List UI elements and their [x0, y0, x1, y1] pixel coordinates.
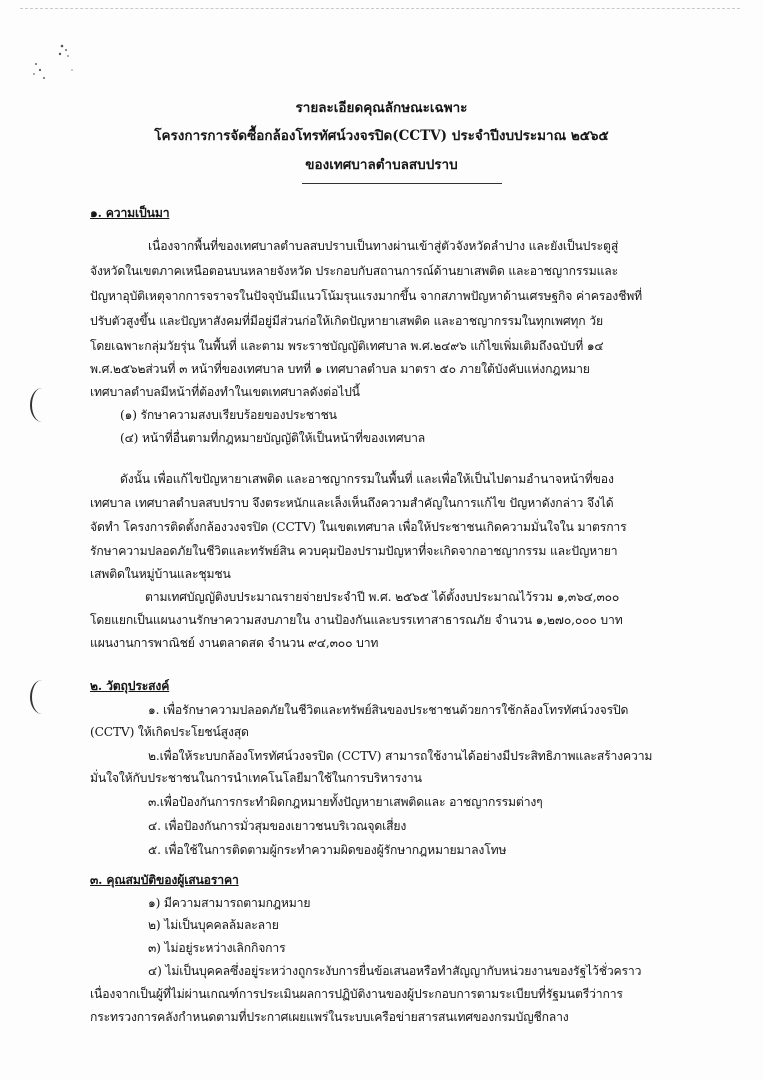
list-item: (๑) รักษาความสงบเรียบร้อยของประชาชน	[120, 408, 337, 422]
paragraph-line: จังหวัดในเขตภาคเหนือตอนบนหลายจังหวัด ประกอบกับสถานการณ์ด้านยาเสพติด และอาชญากรรมและ	[90, 264, 619, 278]
scan-edge-line	[20, 8, 740, 9]
list-item: (๔) หน้าที่อื่นตามที่กฎหมายบัญญัติให้เป็นหน้าที่ของเทศบาล	[120, 431, 426, 445]
objective-line: ๒.เพื่อให้ระบบกล้องโทรทัศน์วงจรปิด (CCTV) สามารถใช้งานได้อย่างมีประสิทธิภาพและสร้างความ	[148, 749, 653, 763]
title-underline	[302, 183, 502, 184]
section-3-heading: ๓. คุณสมบัติของผู้เสนอราคา	[90, 873, 239, 887]
qualification-line: กระทรวงการคลังกำหนดตามที่ประกาศเผยแพร่ในระบบเครือข่ายสารสนเทศของกรมบัญชีกลาง	[90, 1010, 569, 1024]
paragraph-line: ปัญหาอุบัติเหตุจากการจราจรในปัจจุบันมีแนวโน้มรุนแรงมากขึ้น จากสภาพปัญหาด้านเศรษฐกิจ ค่าครองชีพที่	[90, 289, 642, 303]
paragraph-line: เทศบาลตำบลมีหน้าที่ต้องทำในเขตเทศบาลดังต่อไปนี้	[90, 385, 360, 399]
qualification-line: ๓) ไม่อยู่ระหว่างเลิกกิจการ	[148, 941, 286, 955]
section-1-heading: ๑. ความเป็นมา	[90, 206, 170, 220]
doc-title-line3: ของเทศบาลตำบลสบปราบ	[305, 157, 458, 173]
budget-line: โดยแยกเป็นแผนงานรักษาความสงบภายใน งานป้องกันและบรรเทาสาธารณภัย จำนวน ๑,๒๗๐,๐๐๐ บาท	[90, 613, 623, 627]
qualification-line: ๑) มีความสามารถตามกฎหมาย	[148, 896, 311, 910]
objective-line: มั่นใจให้กับประชาชนในการนำเทคโนโลยีมาใช้ในการบริหารงาน	[90, 771, 422, 785]
qualification-line: เนื่องจากเป็นผู้ที่ไม่ผ่านเกณฑ์การประเมินผลการปฏิบัติงานของผู้ประกอบการตามระเบียบที่รัฐมนตรีว่าการ	[90, 987, 623, 1001]
paragraph-line: เสพติดในหมู่บ้านและชุมชน	[90, 567, 231, 581]
paragraph-line: จัดทำ โครงการติดตั้งกล้องวงจรปิด (CCTV) ในเขตเทศบาล เพื่อให้ประชาชนเกิดความมั่นใจใน มาตรการ	[90, 520, 627, 534]
qualification-line: ๔) ไม่เป็นบุคคลซึ่งอยู่ระหว่างถูกระงับการยื่นข้อเสนอหรือทำสัญญากับหน่วยงานของรัฐไว้ชั่วคราว	[148, 964, 642, 978]
paragraph-line: เทศบาล เทศบาลตำบลสบปราบ จึงตระหนักและเล็งเห็นถึงความสำคัญในการแก้ไข ปัญหาดังกล่าว จึงได้	[90, 496, 614, 510]
doc-title-line1: รายละเอียดคุณลักษณะเฉพาะ	[295, 100, 468, 116]
qualification-line: ๒) ไม่เป็นบุคคลล้มละลาย	[148, 918, 279, 932]
objective-line: ๕. เพื่อใช้ในการติดตามผู้กระทำความผิดของผู้รักษากฎหมายมาลงโทษ	[148, 843, 507, 857]
budget-line: ตามเทศบัญญัติงบประมาณรายจ่ายประจำปี พ.ศ. ๒๕๖๕ ได้ตั้งงบประมาณไว้รวม ๑,๓๖๔,๓๐๐	[145, 590, 620, 604]
paragraph-line: รักษาความปลอดภัยในชีวิตและทรัพย์สิน ควบคุมป้องปรามปัญหาที่จะเกิดจากอาชญากรรม และปัญหายา	[90, 544, 618, 558]
paragraph-line: เนื่องจากพื้นที่ของเทศบาลตำบลสบปราบเป็นทางผ่านเข้าสู่ตัวจังหวัดลำปาง และยังเป็นประตูสู่	[148, 239, 619, 253]
objective-line: ๔. เพื่อป้องกันการมั่วสุมของเยาวชนบริเวณจุดเสี่ยง	[148, 819, 407, 833]
paragraph-line: ปรับตัวสูงขึ้น และปัญหาสังคมที่มีอยู่มีส่วนก่อให้เกิดปัญหายาเสพติด และอาชญากรรมในทุกเพศทุก วัย	[90, 314, 603, 328]
punch-hole-mark	[30, 680, 54, 714]
doc-title-line2: โครงการการจัดซื้อกล้องโทรทัศน์วงจรปิด(CCTV) ประจำปีงบประมาณ ๒๕๖๕	[154, 128, 609, 144]
budget-line: แผนงานการพาณิชย์ งานตลาดสด จำนวน ๙๔,๓๐๐ บาท	[90, 636, 379, 650]
objective-line: ๓.เพื่อป้องกันการกระทำผิดกฎหมายทั้งปัญหายาเสพติดและ อาชญากรรมต่างๆ	[148, 795, 543, 809]
paragraph-line: พ.ศ.๒๕๖๒ส่วนที่ ๓ หน้าที่ของเทศบาล บทที่ ๑ เทศบาลตำบล มาตรา ๕๐ ภายใต้บังคับแห่งกฎหมาย	[90, 362, 590, 376]
scan-speck-mark	[30, 40, 80, 85]
paragraph-line: ดังนั้น เพื่อแก้ไขปัญหายาเสพติด และอาชญากรรมในพื้นที่ และเพื่อให้เป็นไปตามอำนาจหน้าที่ของ	[120, 472, 614, 486]
objective-line: (CCTV) ให้เกิดประโยชน์สูงสุด	[90, 725, 249, 739]
section-2-heading: ๒. วัตถุประสงค์	[90, 679, 170, 693]
paragraph-line: โดยเฉพาะกลุ่มวัยรุ่น ในพื้นที่ และตาม พระราชบัญญัติเทศบาล พ.ศ.๒๔๙๖ แก้ไขเพิ่มเติมถึงฉบับที่ ๑๔	[90, 339, 604, 353]
objective-line: ๑. เพื่อรักษาความปลอดภัยในชีวิตและทรัพย์สินของประชาชนด้วยการใช้กล้องโทรทัศน์วงจรปิด	[148, 703, 629, 717]
punch-hole-mark	[30, 388, 54, 422]
